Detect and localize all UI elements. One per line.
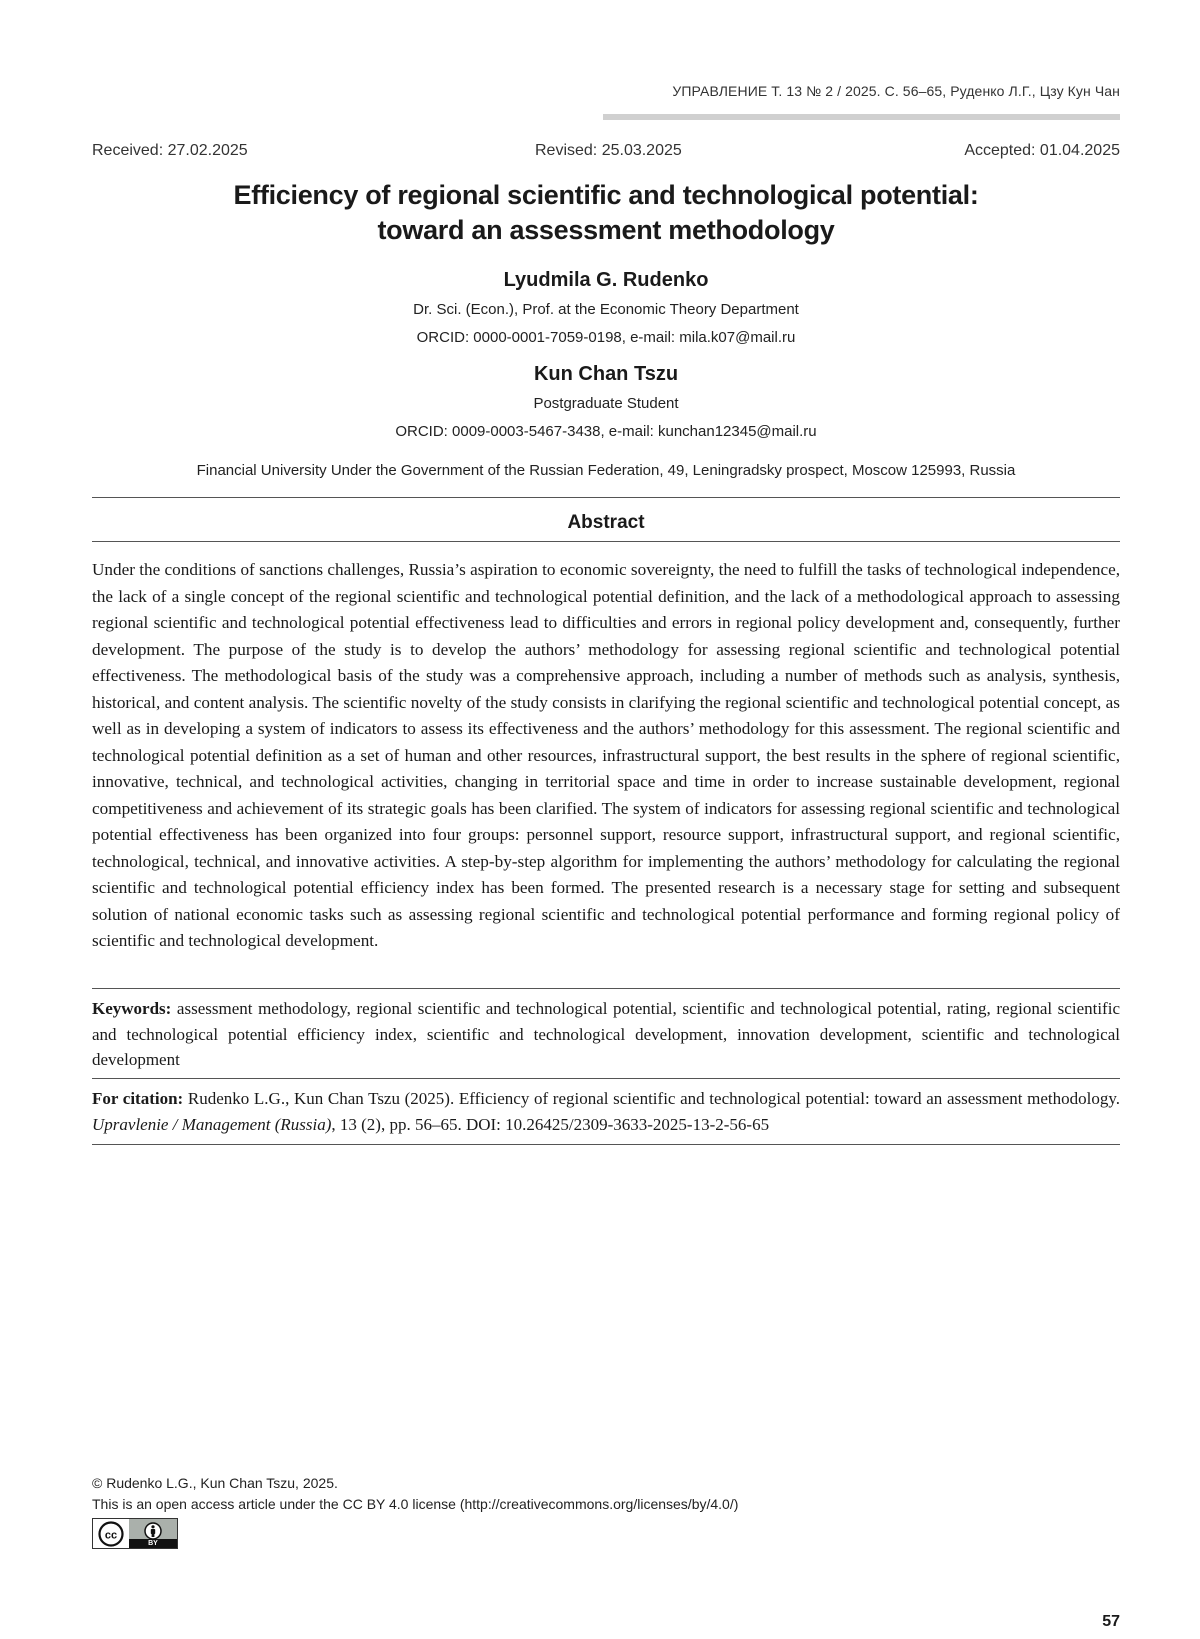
date-received: Received: 27.02.2025 — [92, 142, 248, 159]
cc-by-label: BY — [129, 1539, 177, 1548]
abstract-text: Under the conditions of sanctions challenges, Russia’s aspiration to economic sovereignty, the need to fulfill the tasks of technological independence, the lack of a single concept of the regional scientific and technological potential definition, and the lack of a methodological approach to assessing regional scientific and technological potential effectiveness lead to difficulties and errors in regional policy development and, consequently, further development. The purpose of the study is to develop the authors’ methodology for assessing regional scientific and technological potential effectiveness. The methodological basis of the study was a comprehensive approach, including a number of methods such as analysis, synthesis, historical, and content analysis. The scientific novelty of the study consists in clarifying the regional scientific and technological potential concept, as well as in developing a system of indicators to assess its effectiveness and the authors’ methodology for this assessment. The regional scientific and technological potential definition as a set of human and other resources, infrastructural support, the best results in the sphere of regional scientific, innovative, technical, and technological activities, changing in territorial space and time in order to increase sustainable development, regional competitiveness and achievement of its strategic goals has been clarified. The system of indicators for assessing regional scientific and technological potential effectiveness has been organized into four groups: personnel support, resource support, infrastructural support, and regional scientific, technological, technical, and innovative activities. A step-by-step algorithm for implementing the authors’ methodology for calculating the regional scientific and technological potential efficiency index has been formed. The presented research is a necessary stage for setting and subsequent solution of national economic tasks such as assessing regional scientific and technological potential performance and forming regional policy of scientific and technological development. — [92, 560, 1120, 950]
license-line: This is an open access article under the CC BY 4.0 license (http://creativecommons.org/licenses/by/4.0/) — [92, 1496, 739, 1512]
citation-text-before: Rudenko L.G., Kun Chan Tszu (2025). Efficiency of regional scientific and technological potential: toward an assessment methodology. — [183, 1089, 1120, 1108]
citation — [92, 1086, 1120, 1138]
keywords-label: Keywords: — [92, 999, 172, 1018]
affiliation: Financial University Under the Government of the Russian Federation, 49, Leningradsky prospect, Moscow 125993, Russia — [196, 462, 1016, 479]
author-name: Lyudmila G. Rudenko — [503, 269, 709, 291]
abstract-heading-rule — [92, 541, 1120, 542]
citation-top-rule — [92, 1078, 1120, 1079]
attribution-icon — [129, 1519, 177, 1548]
author-name: Kun Chan Tszu — [533, 363, 679, 385]
footer-license — [92, 1473, 738, 1515]
date-accepted: Accepted: 01.04.2025 — [964, 142, 1120, 159]
author-block-2 — [92, 361, 1120, 443]
cc-by-license-badge — [92, 1518, 178, 1549]
page-number: 57 — [1102, 1613, 1120, 1630]
citation-text-after: , 13 (2), pp. 56–65. DOI: 10.26425/2309-3633-2025-13-2-56-65 — [331, 1115, 770, 1134]
article-title — [92, 178, 1120, 248]
citation-bottom-rule — [92, 1144, 1120, 1145]
header-bar — [603, 114, 1120, 120]
abstract-top-rule — [92, 497, 1120, 498]
author-block-1 — [92, 267, 1120, 349]
cc-icon — [93, 1519, 129, 1548]
title-line-1: Efficiency of regional scientific and technological potential: — [233, 180, 979, 210]
keywords-text: assessment methodology, regional scientific and technological potential, scientific and technological potential, rating, regional scientific and technological potential efficiency index, scientific and technological development, innovation development, scientific and technological development — [92, 999, 1120, 1069]
submission-dates — [92, 142, 1120, 164]
date-revised: Revised: 25.03.2025 — [535, 142, 682, 159]
copyright-line: © Rudenko L.G., Kun Chan Tszu, 2025. — [92, 1475, 338, 1491]
author-orcid: ORCID: 0009-0003-5467-3438, e-mail: kunchan12345@mail.ru — [395, 423, 817, 440]
abstract-heading: Abstract — [567, 512, 645, 533]
citation-journal: Upravlenie / Management (Russia) — [92, 1115, 332, 1134]
author-orcid: ORCID: 0000-0001-7059-0198, e-mail: mila.k07@mail.ru — [416, 329, 796, 346]
keywords — [92, 996, 1120, 1073]
title-line-2: toward an assessment methodology — [377, 215, 835, 245]
author-position: Postgraduate Student — [533, 395, 679, 412]
svg-text:cc: cc — [104, 1529, 118, 1541]
keywords-top-rule — [92, 988, 1120, 989]
running-head: УПРАВЛЕНИЕ Т. 13 № 2 / 2025. С. 56–65, Руденко Л.Г., Цзу Кун Чан — [672, 83, 1120, 99]
citation-label: For citation: — [92, 1089, 184, 1108]
author-position: Dr. Sci. (Econ.), Prof. at the Economic Theory Department — [413, 301, 799, 318]
